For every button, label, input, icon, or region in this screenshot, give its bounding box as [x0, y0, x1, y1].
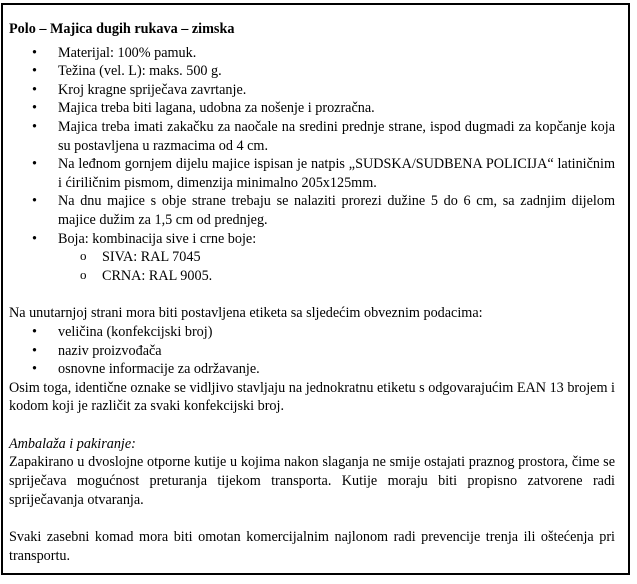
label-item-size: • veličina (konfekcijski broj) [9, 323, 615, 342]
requirement-color-label: Boja: kombinacija sive i crne boje: [58, 230, 257, 247]
label-item-care: • osnovne informacije za održavanje. [9, 360, 615, 379]
document-title: Polo – Majica dugih rukava – zimska [9, 21, 235, 37]
color-grey: o SIVA: RAL 7045 [9, 248, 615, 267]
requirement-back-print: • Na leđnom gornjem dijelu majice ispisan je natpis „SUDSKA/SUDBENA POLICIJA“ latiničnim i ćiriličnim pismom, dimenzija minimalno 205x125mm. [9, 155, 615, 192]
requirement-material: • Materijal: 100% pamuk. [9, 44, 615, 63]
ean-note: Osim toga, identične oznake se vidljivo stavljaju na jednokratnu etiketu s odgovarajućim EAN 13 brojem i kodom koji je različit za svaki konfekcijski broj. [9, 379, 615, 415]
color-black: o CRNA: RAL 9005. [9, 267, 615, 286]
spacer [9, 509, 615, 528]
label-list [9, 323, 615, 379]
wrap-text: Svaki zasebni komad mora biti omotan komercijalnim najlonom radi prevencije trenja ili oštećenja pri transportu. [9, 529, 615, 564]
requirement-color [9, 230, 615, 249]
spacer [9, 285, 615, 304]
packaging-heading: Ambalaža i pakiranje: [9, 435, 136, 452]
requirement-side-slits: • Na dnu majice s obje strane trebaju se nalaziti prorezi dužine 5 do 6 cm, sa zadnjim dijelom majice dužim za 1,5 cm od prednjeg. [9, 192, 615, 229]
requirement-weight: • Težina (vel. L): maks. 500 g. [9, 62, 615, 81]
spacer [9, 416, 615, 435]
requirements-list [9, 44, 615, 249]
label-intro: Na unutarnjoj strani mora biti postavljena etiketa sa sljedećim obveznim podacima: [9, 305, 483, 322]
document-body [9, 20, 615, 565]
label-item-manufacturer: • naziv proizvođača [9, 342, 615, 361]
color-list [9, 248, 615, 285]
requirement-glasses-holder: • Majica treba imati zakačku za naočale na sredini prednje strane, ispod dugmadi za kopčanje koja su postavljena u razmacima od 4 cm. [9, 118, 615, 155]
requirement-comfort: • Majica treba biti lagana, udobna za nošenje i prozračna. [9, 99, 615, 118]
packaging-text: Zapakirano u dvoslojne otporne kutije u kojima nakon slaganja ne smije ostajati praznog prostora, čime se spriječava mogućnost preturanja tijekom transporta. Kutije moraju biti propisno zatvorene radi spriječavanja otvaranja. [9, 454, 615, 508]
requirement-collar: • Kroj kragne spriječava zavrtanje. [9, 81, 615, 100]
